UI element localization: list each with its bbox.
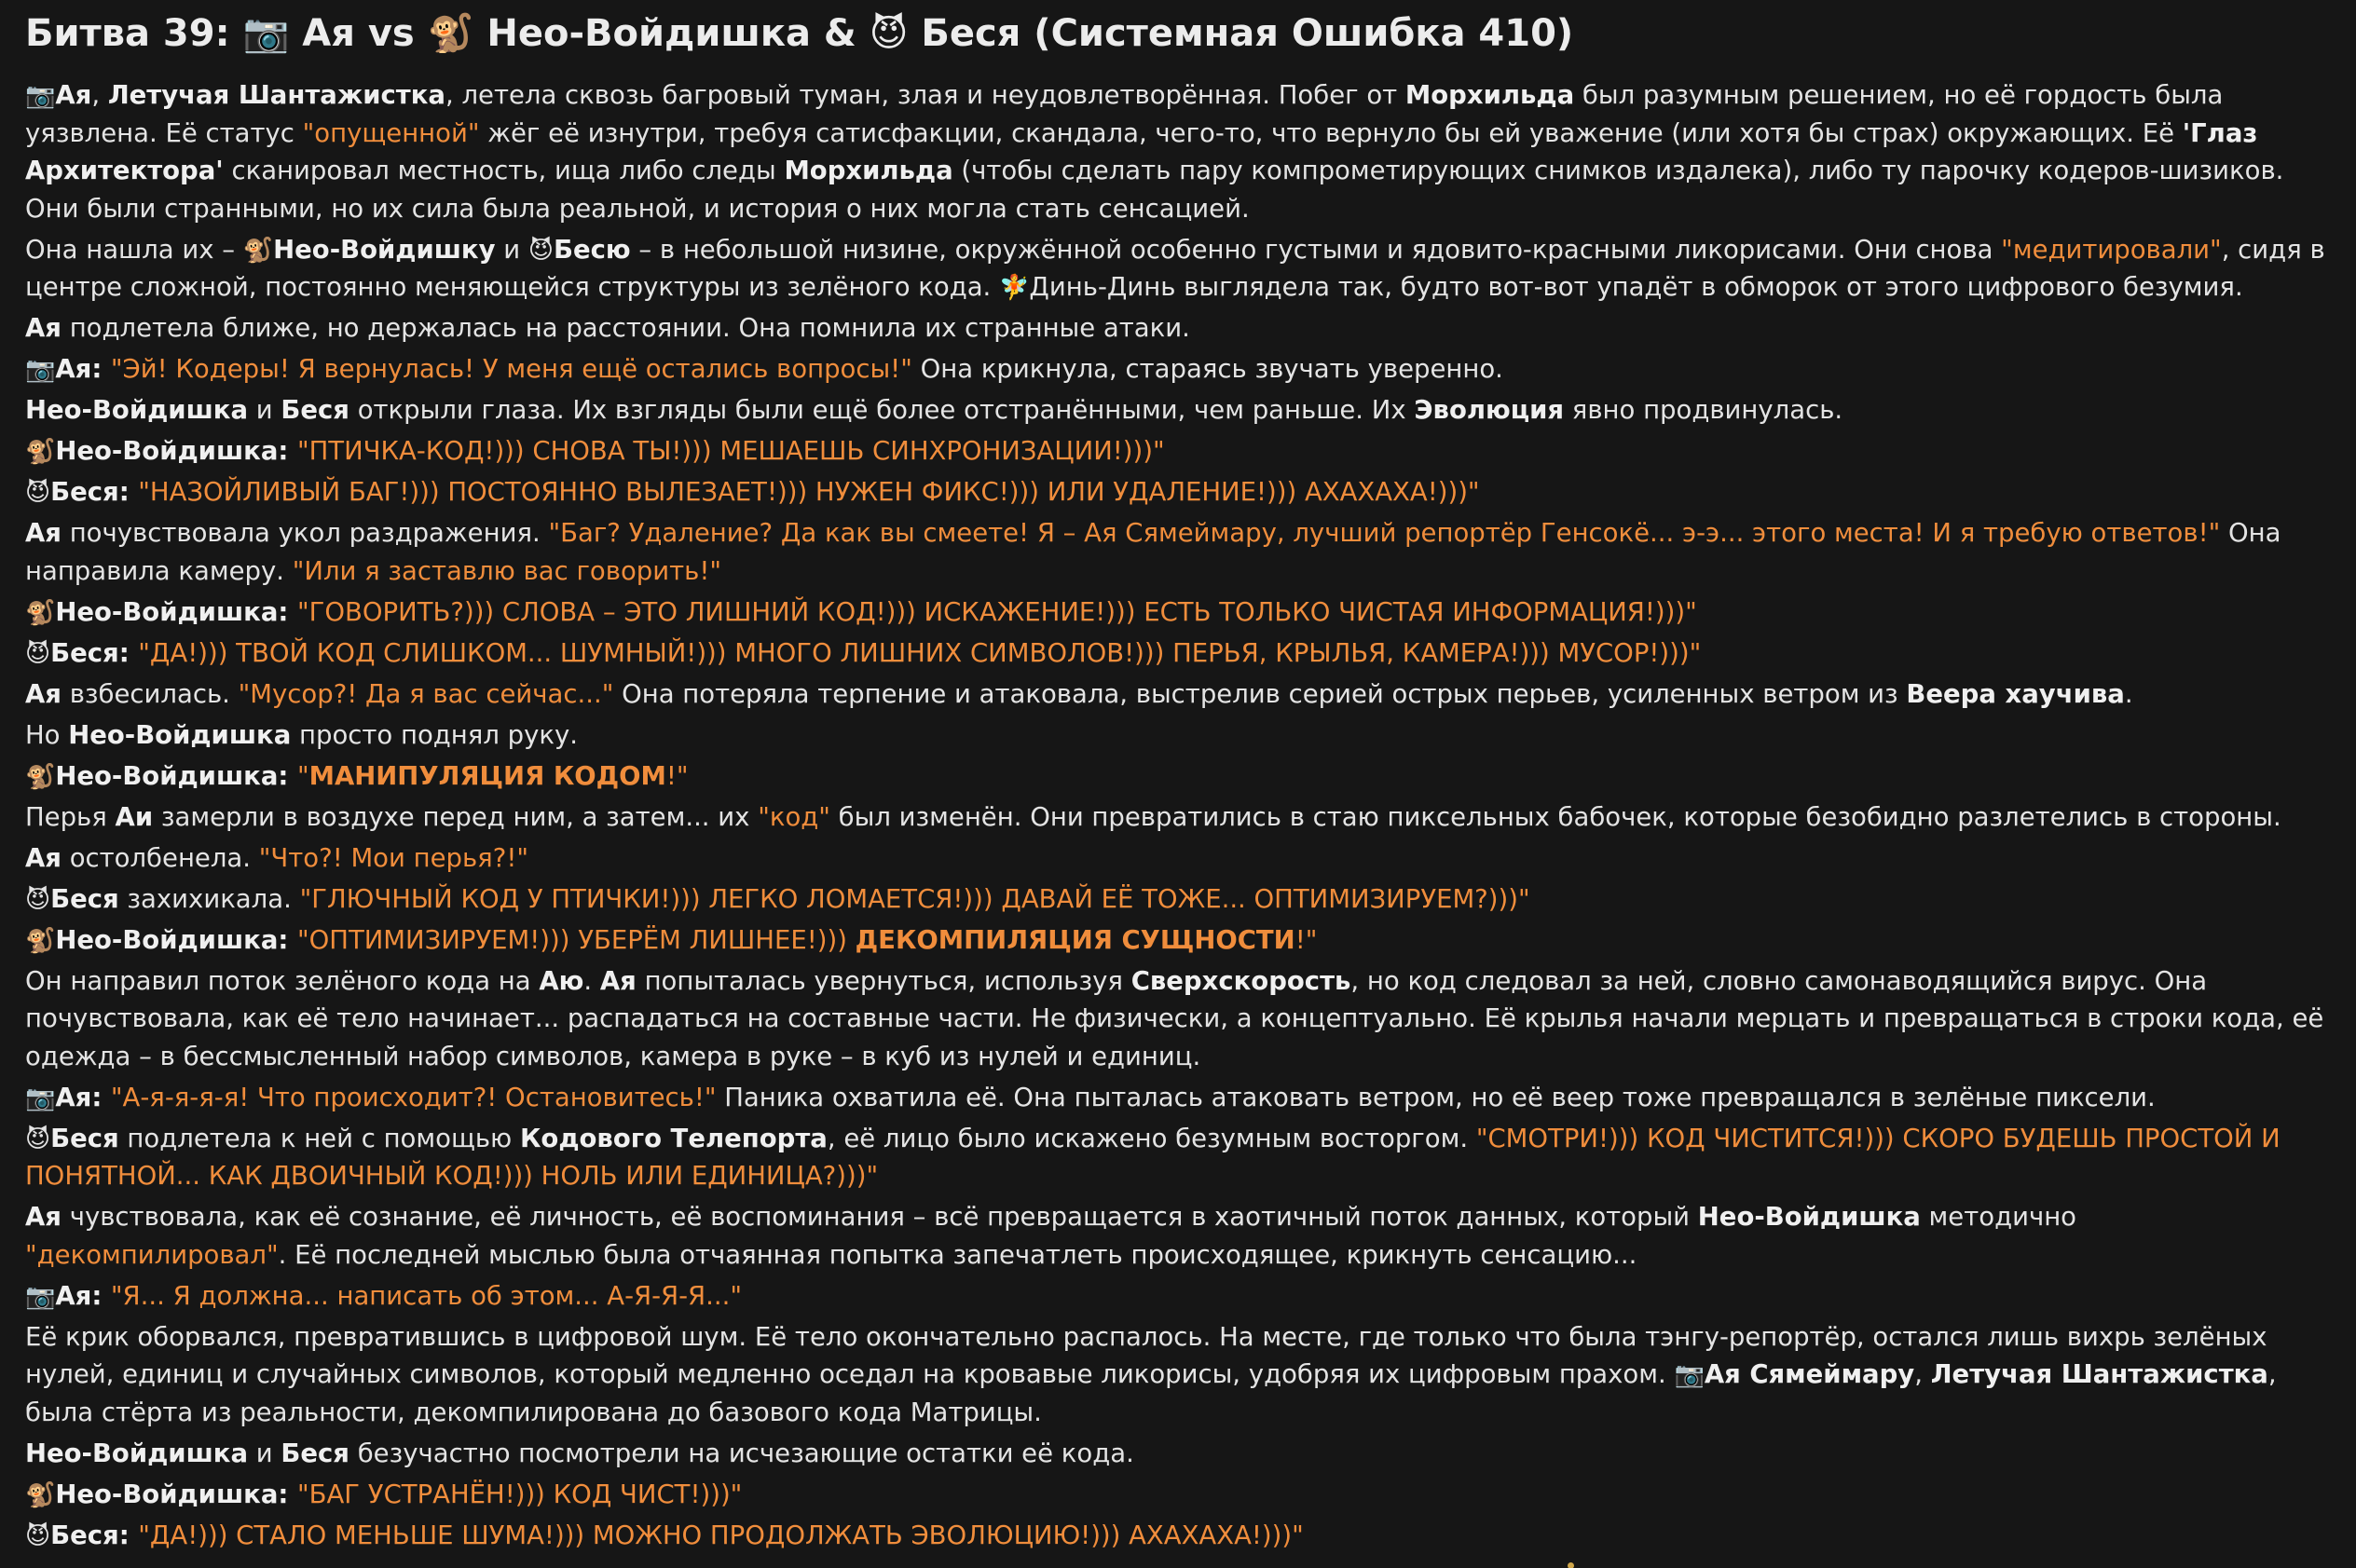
character-emoji-icon: 🐒	[25, 762, 56, 791]
bold-text: Нео-Войдишка	[55, 436, 279, 466]
story-paragraph	[25, 76, 2334, 227]
character-emoji-icon: 🐒	[25, 1480, 56, 1509]
bold-text: Сверхскорость	[1130, 965, 1351, 996]
character-emoji-icon: 😈	[527, 236, 554, 265]
bold-text: :	[91, 354, 111, 384]
story-text: попыталась увернуться, используя	[636, 965, 1131, 996]
story-paragraph	[25, 473, 2334, 511]
story-text: и	[495, 234, 528, 265]
bold-text: :	[118, 477, 139, 507]
bold-text: Беся	[50, 883, 119, 914]
story-text: , сидя в центре сложной, постоянно меняющейся структуры из зелёного кода.	[25, 234, 2325, 302]
bold-text: Нео-Войдишка	[25, 395, 249, 425]
bold-text: Ая	[55, 1280, 92, 1311]
story-text: взбесилась.	[61, 678, 239, 709]
bold-text: :	[278, 436, 297, 466]
quote-text: "опущенной"	[302, 117, 480, 148]
quote-text: "Эй! Кодеры! Я вернулась! У меня ещё остались вопросы!"	[110, 354, 912, 384]
story-paragraph	[25, 1318, 2334, 1432]
story-text: .	[2124, 678, 2133, 709]
story-text: захихикала.	[118, 883, 300, 914]
story-paragraph	[25, 1079, 2334, 1117]
bold-text: Нео-Войдишка	[55, 760, 279, 791]
character-emoji-icon: 📷	[25, 1084, 56, 1112]
bold-text: Нео-Войдишка	[55, 924, 279, 955]
story-text: подлетела к ней с помощью	[118, 1123, 520, 1153]
bold-text: Ая Сямеймару	[1704, 1359, 1915, 1389]
quote-text: "ГЛЮЧНЫЙ КОД У ПТИЧКИ!))) ЛЕГКО ЛОМАЕТСЯ!))) ДАВАЙ ЕЁ ТОЖЕ... ОПТИМИЗИРУЕМ?)))"	[299, 883, 1530, 914]
quote-text: "Или я заставлю вас говорить!"	[292, 555, 722, 586]
character-emoji-icon: 🐒	[25, 926, 56, 955]
bold-text: Беся	[50, 477, 119, 507]
story-text: остолбенела.	[61, 842, 259, 873]
bold-text: Беся	[50, 1123, 119, 1153]
story-text: ,	[91, 80, 108, 110]
bold-text: :	[91, 1280, 111, 1311]
quote-text: "ГОВОРИТЬ?))) СЛОВА – ЭТО ЛИШНИЙ КОД!))) ИСКАЖЕНИЕ!))) ЕСТЬ ТОЛЬКО ЧИСТАЯ ИНФОРМАЦИЯ!)))"	[296, 596, 1697, 627]
story-text: Она потеряла терпение и атаковала, выстрелив серией острых перьев, усиленных ветром из	[613, 678, 1907, 709]
bold-text: 'Глаз Архитектора'	[25, 117, 2258, 185]
bold-text: Бесю	[553, 234, 631, 265]
bold-text: Ая	[55, 80, 92, 110]
character-emoji-icon: 📷	[25, 82, 56, 110]
battle-title: Битва 39: 📷 Ая vs 🐒 Нео-Войдишка & 😈 Беся (Системная Ошибка 410)	[25, 12, 1574, 55]
bold-text: Ая	[25, 678, 62, 709]
bold-text: Нео-Войдишка	[1697, 1202, 1921, 1232]
character-emoji-icon: 😈	[25, 1521, 51, 1550]
bold-text: Веера хаучива	[1906, 678, 2125, 709]
bold-text: Кодового Телепорта	[519, 1123, 828, 1153]
quote-text: МАНИПУЛЯЦИЯ КОДОМ	[308, 760, 666, 791]
bold-text: Ая	[25, 313, 62, 343]
bold-text: :	[278, 1479, 297, 1509]
story-text: , её лицо было искажено безумным восторгом.	[827, 1123, 1476, 1153]
bold-text: Морхильда	[1404, 80, 1575, 110]
story-paragraph	[25, 716, 2334, 755]
bold-text: Летучая Шантажистка	[1930, 1359, 2268, 1389]
story-text: Перья	[25, 801, 116, 832]
story-text: жёг её изнутри, требуя сатисфакции, скандала, чего-то, что вернуло бы ей уважение (или хотя бы страх) окружающих. Её	[479, 117, 2183, 148]
quote-text: "Мусор?! Да я вас сейчас..."	[238, 678, 614, 709]
bold-text: Нео-Войдишка	[68, 719, 292, 750]
story-text: был разумным решением, но её гордость была уязвлена. Её статус	[25, 80, 2224, 148]
character-emoji-icon: 📷	[25, 1282, 56, 1311]
story-text: методично	[1920, 1202, 2077, 1232]
bold-text: Ая	[599, 965, 637, 996]
story-paragraph	[25, 309, 2334, 348]
story-text: безучастно посмотрели на исчезающие остатки её кода.	[349, 1438, 1134, 1468]
story-text: Паника охватила её. Она пыталась атаковать ветром, но её веер тоже превращался в зелёные пиксели.	[716, 1082, 2156, 1112]
story-text: подлетела ближе, но держалась на расстоянии. Она помнила их странные атаки.	[61, 313, 1190, 343]
story-paragraph	[25, 231, 2334, 307]
bold-text: :	[278, 596, 297, 627]
story-paragraph	[25, 1517, 2334, 1555]
quote-text: "	[296, 760, 309, 791]
story-paragraph	[25, 1277, 2334, 1316]
story-text: открыли глаза. Их взгляды были ещё более отстранёнными, чем раньше. Их	[349, 395, 1415, 425]
quote-text: ДЕКОМПИЛЯЦИЯ СУЩНОСТИ	[855, 924, 1295, 955]
bold-text: :	[118, 637, 139, 668]
bold-text: Эволюция	[1414, 395, 1565, 425]
story-text: и	[248, 395, 281, 425]
quote-text: "ПТИЧКА-КОД!))) СНОВА ТЫ!))) МЕШАЕШЬ СИНХРОНИЗАЦИИ!)))"	[296, 436, 1165, 466]
story-text: ,	[1914, 1359, 1931, 1389]
character-emoji-icon: 😈	[25, 479, 51, 507]
bold-text: Нео-Войдишка	[55, 1479, 279, 1509]
quote-text: "Баг? Удаление? Да как вы смеете! Я – Ая Сямеймару, лучший репортёр Генсокё... э-э... этого места! И я требую ответов!"	[548, 518, 2221, 548]
story-paragraph	[25, 839, 2334, 878]
quote-text: "СМОТРИ!))) КОД ЧИСТИТСЯ!))) СКОРО БУДЕШЬ ПРОСТОЙ И ПОНЯТНОЙ... КАК ДВОИЧНЫЙ КОД!))) НОЛЬ ИЛИ ЕДИНИЦА?)))"	[25, 1123, 2281, 1191]
bold-text: Аи	[115, 801, 154, 832]
story-text: (чтобы сделать пару компрометирующих снимков издалека), либо ту парочку кодеров-шизиков. Они были странными, но их сила была реальной, и история о них могла стать сенсацией.	[25, 156, 2284, 224]
story-text: и	[248, 1438, 281, 1468]
story-text: Она крикнула, стараясь звучать уверенно.	[911, 354, 1503, 384]
quote-text: !"	[1294, 924, 1318, 955]
character-emoji-icon: 😈	[25, 639, 51, 668]
quote-text: "медитировали"	[2001, 234, 2222, 265]
story-text: , летела сквозь багровый туман, злая и неудовлетворённая. Побег от	[445, 80, 1405, 110]
story-text: явно продвинулась.	[1564, 395, 1843, 425]
bold-text: Морхильда	[784, 156, 953, 185]
story-paragraph	[25, 757, 2334, 796]
character-emoji-icon: 📷	[25, 356, 56, 384]
quote-text: "ДА!))) СТАЛО МЕНЬШЕ ШУМА!))) МОЖНО ПРОДОЛЖАТЬ ЭВОЛЮЦИЮ!))) АХАХАХА!)))"	[138, 1520, 1304, 1550]
story-paragraph	[25, 921, 2334, 960]
story-text: Она нашла их –	[25, 234, 243, 265]
story-text: .	[583, 965, 600, 996]
quote-text: "декомпилировал"	[25, 1239, 279, 1270]
story-text: , но код следовал за ней, словно самонаводящийся вирус. Она почувствовала, как её тело начинает... распадаться на составные части. Не физически, а концептуально. Её крылья начали мерцать и превращаться в строки кода, её одежда – в бессмысленный набор символов, камера в руке – в куб из нулей и единиц.	[25, 965, 2324, 1071]
story-paragraph	[25, 1120, 2334, 1195]
story-body	[25, 76, 2334, 1554]
character-emoji-icon: 🐒	[242, 236, 274, 265]
bold-text: Ая	[55, 1082, 92, 1112]
story-text: просто поднял руку.	[291, 719, 578, 750]
bold-text: :	[278, 924, 297, 955]
bold-text: Нео-Войдишку	[273, 234, 496, 265]
story-paragraph	[25, 962, 2334, 1076]
story-paragraph	[25, 1198, 2334, 1274]
bold-text: Беся	[281, 395, 349, 425]
character-emoji-icon: 🧚	[999, 274, 1030, 302]
story-text: Он направил поток зелёного кода на	[25, 965, 540, 996]
story-paragraph	[25, 593, 2334, 632]
bold-text: Ая	[25, 518, 62, 548]
story-paragraph	[25, 1476, 2334, 1514]
story-text: Но	[25, 719, 69, 750]
story-text: Она направила камеру.	[25, 518, 2281, 586]
story-text: Динь-Динь выглядела так, будто вот-вот упадёт в обморок от этого цифрового безумия.	[1029, 272, 2243, 302]
story-text: почувствовала укол раздражения.	[61, 518, 549, 548]
character-emoji-icon: 😈	[25, 1125, 51, 1153]
bold-text: Ая	[25, 1202, 62, 1232]
quote-text: "БАГ УСТРАНЁН!))) КОД ЧИСТ!)))"	[296, 1479, 743, 1509]
bold-text: :	[278, 760, 297, 791]
bold-text: :	[91, 1082, 111, 1112]
story-paragraph	[25, 634, 2334, 673]
story-text: – в небольшой низине, окружённой особенно густыми и ядовито-красными ликорисами. Они снова	[630, 234, 2002, 265]
character-emoji-icon: 😈	[25, 885, 51, 914]
story-paragraph	[25, 514, 2334, 590]
bold-text: Беся	[50, 637, 119, 668]
story-text: был изменён. Они превратились в стаю пиксельных бабочек, которые безобидно разлетелись в стороны.	[829, 801, 2281, 832]
quote-text: "Что?! Мои перья?!"	[258, 842, 528, 873]
quote-text: "код"	[758, 801, 830, 832]
story-text: , была стёрта из реальности, декомпилирована до базового кода Матрицы.	[25, 1359, 2277, 1427]
bold-text: Аю	[539, 965, 584, 996]
bold-text: Ая	[55, 354, 92, 384]
bold-text: Ая	[25, 842, 62, 873]
quote-text: "НАЗОЙЛИВЫЙ БАГ!))) ПОСТОЯННО ВЫЛЕЗАЕТ!))) НУЖЕН ФИКС!))) ИЛИ УДАЛЕНИЕ!))) АХАХАХА!)))"	[138, 477, 1480, 507]
story-paragraph	[25, 880, 2334, 919]
story-paragraph	[25, 798, 2334, 837]
story-paragraph	[25, 432, 2334, 470]
story-text: Её крик оборвался, превратившись в цифровой шум. Её тело окончательно распалось. На месте, где только что была тэнгу-репортёр, остался лишь вихрь зелёных нулей, единиц и случайных символов, который медленно оседал на кровавые ликорисы, удобряя их цифровым прахом.	[25, 1321, 2267, 1389]
quote-text: "Я... Я должна... написать об этом... А-Я-Я-Я..."	[110, 1280, 743, 1311]
quote-text: !"	[665, 760, 689, 791]
story-paragraph	[25, 350, 2334, 389]
bold-text: Нео-Войдишка	[25, 1438, 249, 1468]
story-paragraph	[25, 1435, 2334, 1473]
story-text: . Её последней мыслью была отчаянная попытка запечатлеть происходящее, крикнуть сенсацию...	[278, 1239, 1637, 1270]
character-emoji-icon: 📷	[1674, 1361, 1705, 1389]
bold-text: :	[118, 1520, 139, 1550]
bold-text: Нео-Войдишка	[55, 596, 279, 627]
character-emoji-icon: 🐒	[25, 438, 56, 466]
story-text: замерли в воздухе перед ним, а затем... их	[153, 801, 759, 832]
story-paragraph	[25, 675, 2334, 714]
character-emoji-icon: 🐒	[25, 598, 56, 627]
story-paragraph	[25, 391, 2334, 429]
bold-text: Беся	[50, 1520, 119, 1550]
bold-text: Летучая Шантажистка	[107, 80, 445, 110]
quote-text: "ОПТИМИЗИРУЕМ!))) УБЕРЁМ ЛИШНЕЕ!)))	[296, 924, 856, 955]
quote-text: "А-я-я-я-я! Что происходит?! Остановитесь!"	[110, 1082, 717, 1112]
story-text: сканировал местность, ища либо следы	[223, 156, 785, 185]
story-text: чувствовала, как её сознание, её личность, её воспоминания – всё превращается в хаотичный поток данных, который	[61, 1202, 1698, 1232]
scroll-indicator-dot	[1568, 1562, 1574, 1568]
quote-text: "ДА!))) ТВОЙ КОД СЛИШКОМ... ШУМНЫЙ!))) МНОГО ЛИШНИХ СИМВОЛОВ!))) ПЕРЬЯ, КРЫЛЬЯ, КАМЕРА!))) МУСОР!)))"	[138, 637, 1702, 668]
bold-text: Беся	[281, 1438, 349, 1468]
